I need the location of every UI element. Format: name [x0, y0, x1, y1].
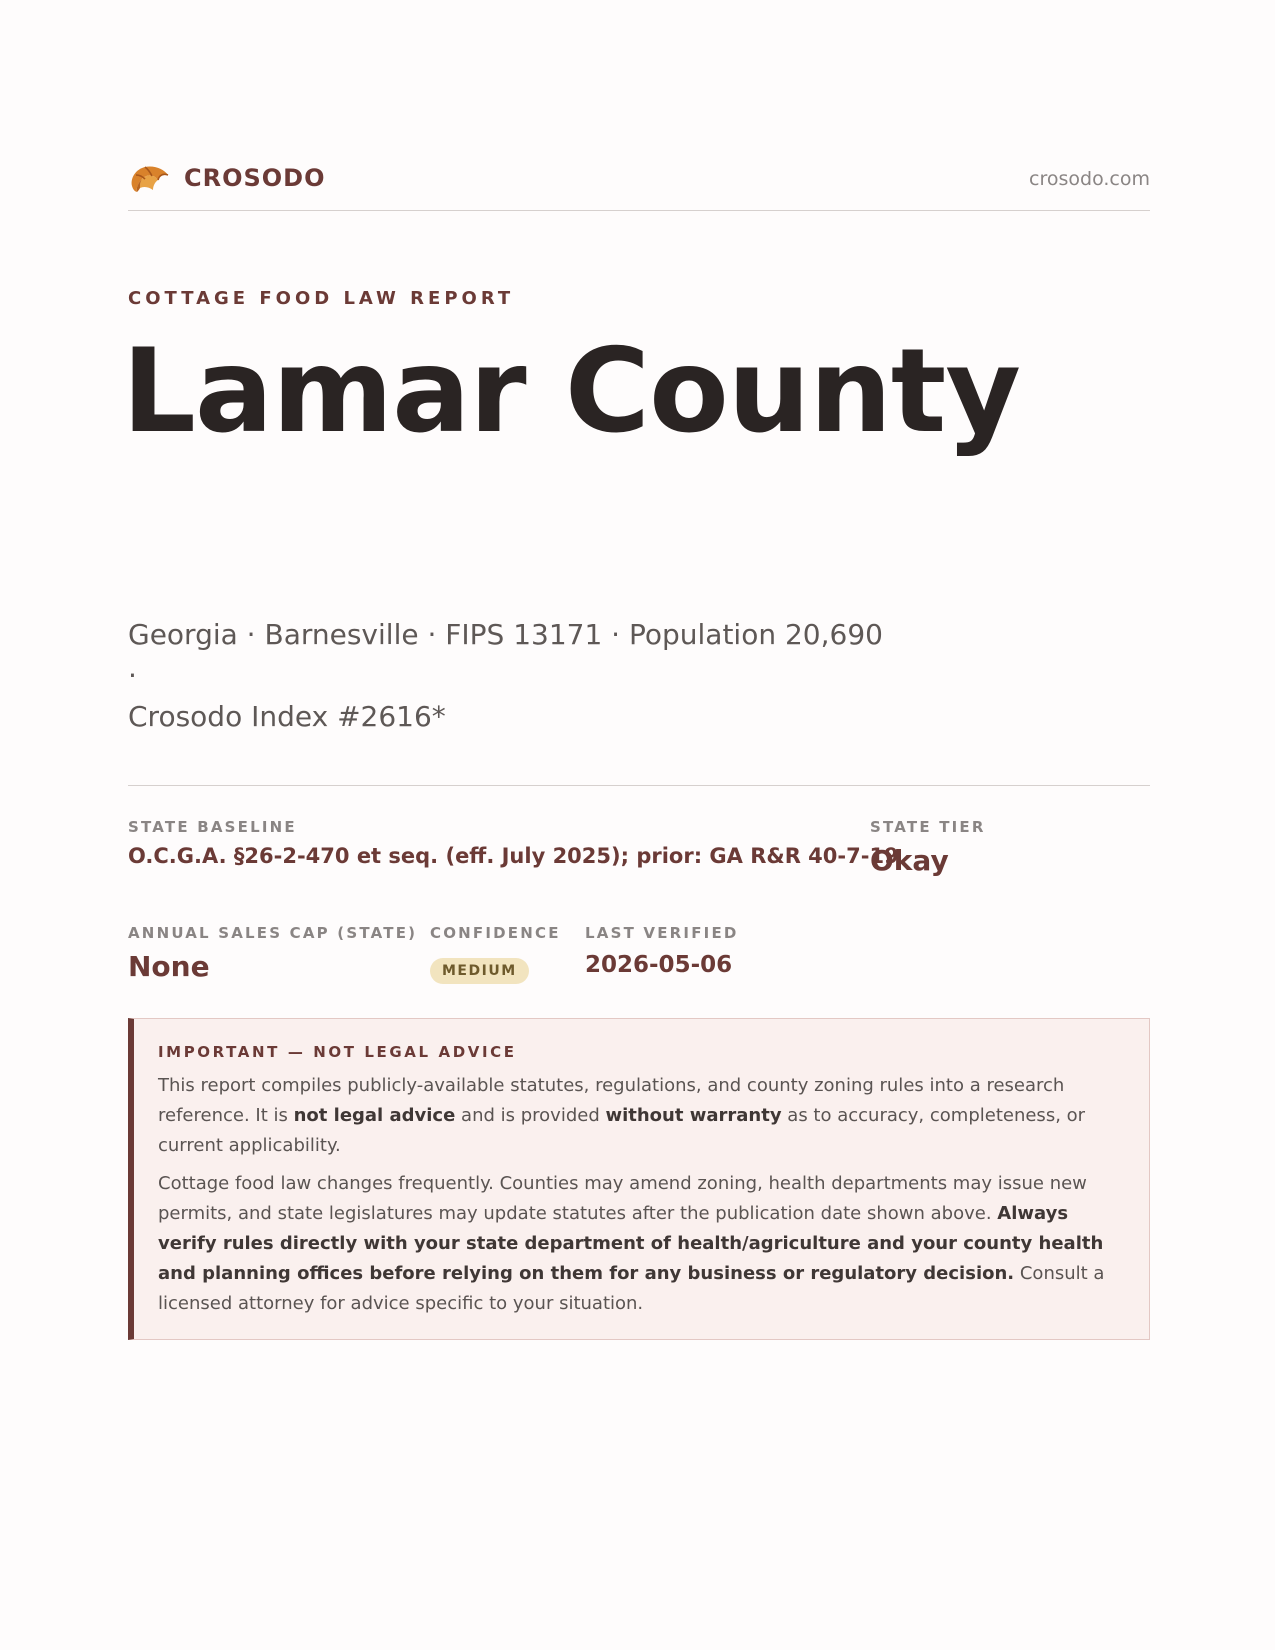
disclaimer-text: Consult a licensed attorney for advice specific to your situation.: [158, 1263, 1105, 1314]
state-baseline-label: STATE BASELINE: [128, 818, 297, 836]
disclaimer-paragraph-2: [158, 1169, 1125, 1319]
disclaimer-emphasis: Always verify rules directly with your state department of health/agriculture and your county health and planning offices before relying on them for any business or regulatory decision.: [158, 1203, 1104, 1284]
state-tier-value: Okay: [870, 844, 949, 877]
section-divider: [128, 785, 1150, 786]
croissant-icon: [128, 160, 170, 196]
county-meta-line-2: Crosodo Index #2616*: [128, 700, 446, 733]
county-meta-line-1: Georgia · Barnesville · FIPS 13171 · Population 20,690 ·: [128, 618, 883, 692]
annual-sales-cap-value: None: [128, 950, 210, 983]
confidence-badge: MEDIUM: [430, 958, 529, 984]
page-header: [128, 160, 1150, 211]
state-tier-field: [870, 818, 986, 877]
last-verified-field: [585, 924, 739, 978]
brand[interactable]: [128, 160, 326, 196]
disclaimer-text: as to accuracy, completeness, or current applicability.: [158, 1105, 1086, 1156]
state-tier-label: STATE TIER: [870, 818, 986, 836]
page-title: Lamar County: [122, 324, 1020, 459]
annual-sales-cap-label: ANNUAL SALES CAP (STATE): [128, 924, 418, 942]
disclaimer-emphasis: not legal advice: [293, 1105, 456, 1126]
disclaimer-paragraph-1: [158, 1071, 1125, 1161]
state-baseline-field: [128, 818, 899, 868]
last-verified-label: LAST VERIFIED: [585, 924, 739, 942]
last-verified-value: 2026-05-06: [585, 952, 733, 978]
county-meta: [128, 614, 888, 737]
disclaimer-text: and is provided: [455, 1105, 606, 1126]
site-url-link[interactable]: crosodo.com: [1029, 168, 1150, 190]
disclaimer-title: IMPORTANT — NOT LEGAL ADVICE: [158, 1043, 517, 1061]
confidence-field: [430, 924, 561, 984]
legal-disclaimer: [128, 1018, 1150, 1340]
report-eyebrow: COTTAGE FOOD LAW REPORT: [128, 288, 515, 309]
disclaimer-emphasis: without warranty: [605, 1105, 782, 1126]
disclaimer-text: This report compiles publicly-available statutes, regulations, and county zoning rules into a research reference. It is: [158, 1075, 1065, 1126]
annual-sales-cap-field: [128, 924, 417, 983]
brand-name: CROSODO: [184, 164, 326, 192]
state-baseline-value: O.C.G.A. §26-2-470 et seq. (eff. July 2025); prior: GA R&R 40-7-19: [128, 844, 899, 868]
disclaimer-text: Cottage food law changes frequently. Counties may amend zoning, health departments may issue new permits, and state legislatures may update statutes after the publication date shown above.: [158, 1173, 1087, 1224]
confidence-label: CONFIDENCE: [430, 924, 561, 942]
